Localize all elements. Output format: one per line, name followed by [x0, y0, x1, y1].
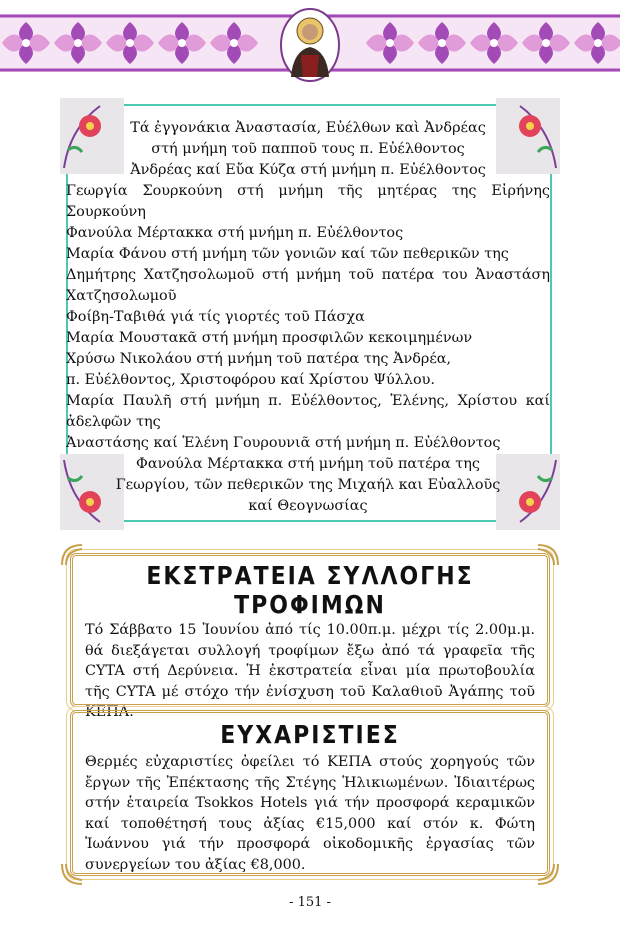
dedication-item: Μαρία Φάνου στή μνήμη τῶν γονιῶν καί τῶν πεθερικῶν της [66, 246, 509, 262]
dedication-item: Φοίβη-Ταβιθά γιά τίς γιορτές τοῦ Πάσχα [66, 309, 365, 325]
thanks-notice [70, 710, 550, 876]
dedication-item: Δημήτρης Χατζησολωμοῦ στή μνήμη τοῦ πατέρα του Ἀναστάση Χατζησολωμοῦ [66, 267, 550, 304]
saint-icon [279, 7, 341, 83]
dedication-item: στή μνήμη τοῦ παπποῦ τους π. Εὐέλθοντος [151, 141, 465, 157]
dedication-item: π. Εὐέλθοντος, Χριστοφόρου καί Χρίστου Ψύλλου. [66, 372, 435, 388]
dedication-item: Φανούλα Μέρτακκα στή μνήμη π. Εὐέλθοντος [66, 225, 404, 241]
dedication-item: Τά ἐγγονάκια Ἀναστασία, Εὐέλθων καὶ Ἀνδρέας [130, 120, 486, 136]
dedication-item: Γεωργία Σουρκούνη στή μνήμη τῆς μητέρας της Εἰρήνης Σουρκούνη [66, 183, 550, 220]
food-drive-notice [70, 553, 550, 720]
page-number: - 151 - [289, 895, 331, 910]
dedications-list [66, 118, 550, 517]
thanks-title: ΕΥΧΑΡΙΣΤΙΕΣ [220, 721, 400, 750]
dedication-item: Ἀναστάσης καί Ἑλένη Γουρουνιᾶ στή μνήμη π. Εὐέλθοντος [66, 435, 501, 451]
dedication-item: Μαρία Μουστακᾶ στή μνήμη προσφιλῶν κεκοιμημένων [66, 330, 473, 346]
food-drive-title: ΕΚΣΤΡΑΤΕΙΑ ΣΥΛΛΟΓΗΣ ΤΡΟΦΙΜΩΝ [146, 562, 474, 620]
food-drive-body: Τό Σάββατο 15 Ἰουνίου ἀπό τίς 10.00π.μ. μέχρι τίς 2.00μ.μ. θά διεξάγεται συλλογή τροφίμων ἔξω ἀπό τά γραφεῖα τῆς CYTA στή Δερύνεια. Ἡ ἐκστρατεία εἶναι μία πρωτοβουλία τῆς CYTA μέ στόχο τήν ἐνίσχυση τοῦ Καλαθιοῦ Ἀγάπης τοῦ ΚΕΠΑ. [85, 622, 535, 720]
dedication-item: καί Θεογνωσίας [248, 498, 368, 514]
gold-scroll-icon [58, 541, 86, 569]
dedication-item: Γεωργίου, τῶν πεθερικῶν της Μιχαήλ και Εὐαλλοῦς [115, 477, 501, 493]
gold-scroll-icon [534, 541, 562, 569]
dedication-item: Χρύσω Νικολάου στή μνήμη τοῦ πατέρα της Ἀνδρέα, [66, 351, 452, 367]
dedication-item: Φανούλα Μέρτακκα στή μνήμη τοῦ πατέρα της [136, 456, 480, 472]
dedication-item: Μαρία Παυλῆ στή μνήμη π. Εὐέλθοντος, Ἑλένης, Χρίστου καί ἀδελφῶν της [66, 393, 550, 430]
header-ornament-band [0, 4, 620, 82]
gold-scroll-icon [58, 860, 86, 888]
dedication-item: Ἀνδρέας καί Εὔα Κύζα στή μνήμη π. Εὐέλθοντος [130, 162, 486, 178]
thanks-body: Θερμές εὐχαριστίες ὀφείλει τό ΚΕΠΑ στούς χορηγούς τῶν ἔργων τῆς Ἐπέκτασης τῆς Στέγης Ἡλικιωμένων. Ἰδιαιτέρως στήν ἑταιρεία Tsokkos Hotels γιά τήν προσφορά κεραμικῶν καί τοποθέτησή τους ἀξίας €15,000 καί στόν κ. Φώτη Ἰωάννου γιά τήν προσφορά οἰκοδομικῆς ἐργασίας τῶν συνεργείων του ἀξίας €8,000. [85, 754, 535, 873]
gold-scroll-icon [534, 860, 562, 888]
